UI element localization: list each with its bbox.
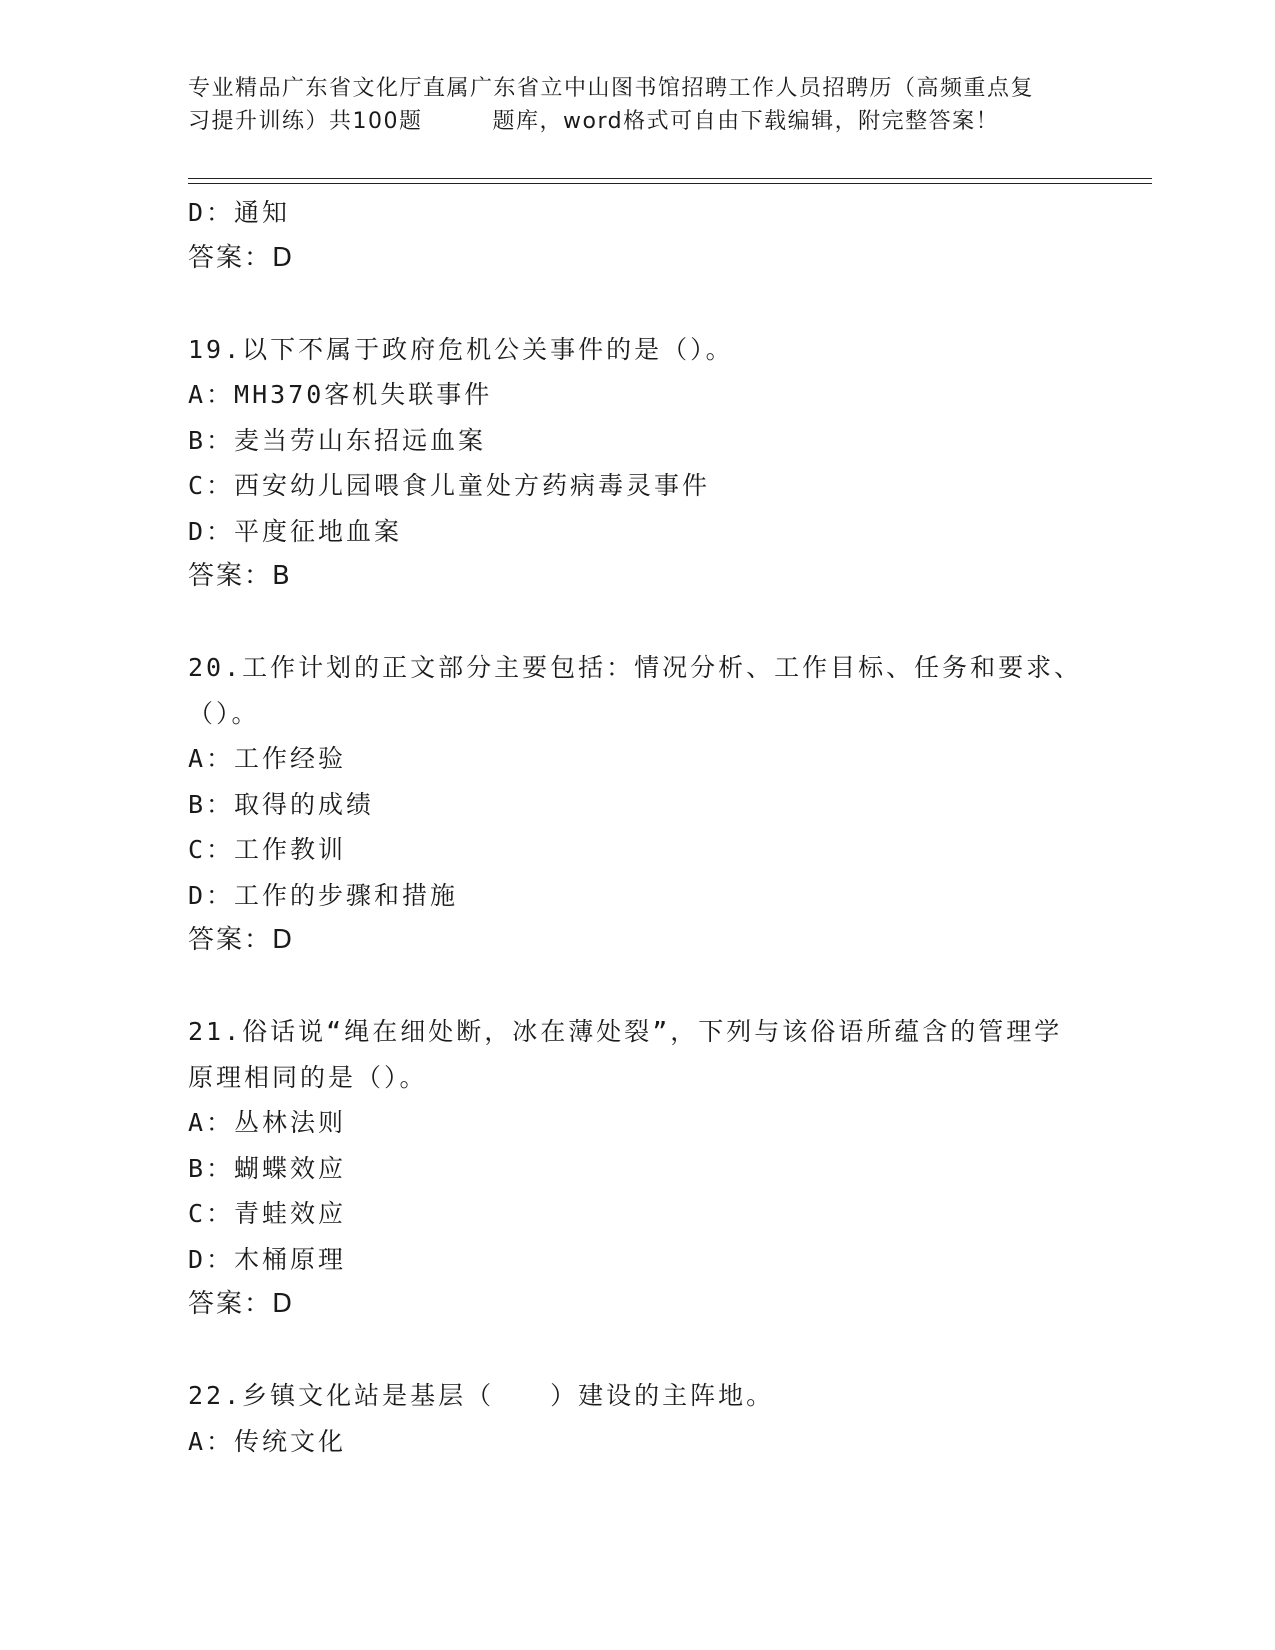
question-22 (188, 1373, 1088, 1464)
option-b: B：蝴蝶效应 (188, 1153, 347, 1183)
question-stem: 21.俗话说“绳在细处断，冰在薄处裂”，下列与该俗语所蕴含的管理学原理相同的是（）。 (188, 1017, 1063, 1092)
question-20 (188, 645, 1088, 964)
header-title-line-2-right: 题库，word格式可自由下载编辑，附完整答案！ (492, 109, 1000, 134)
question-stem: 19.以下不属于政府危机公关事件的是（）。 (188, 334, 734, 364)
question-21 (188, 1009, 1088, 1328)
option-a: A：MH370客机失联事件 (188, 380, 493, 409)
header-title-line-2-left: 习提升训练）共100题 (188, 109, 423, 134)
option-b: B：取得的成绩 (188, 789, 375, 819)
page-header (188, 72, 1088, 138)
option-d: D：通知 (188, 198, 291, 227)
question-stem: 22.乡镇文化站是基层（ ）建设的主阵地。 (188, 1381, 775, 1410)
option-b: B：麦当劳山东招远血案 (188, 425, 487, 455)
header-divider-top (188, 178, 1152, 179)
header-title-line-2 (188, 105, 1088, 138)
header-divider-bottom (188, 183, 1152, 184)
option-c: C：青蛙效应 (188, 1199, 347, 1228)
option-c: C：工作教训 (188, 835, 347, 864)
option-a: A：工作经验 (188, 744, 347, 773)
question-list (188, 190, 1088, 1464)
option-d: D：平度征地血案 (188, 516, 403, 546)
question-stem: 20.工作计划的正文部分主要包括：情况分析、工作目标、任务和要求、（）。 (188, 653, 1083, 728)
option-a: A：丛林法则 (188, 1108, 347, 1137)
question-19 (188, 327, 1088, 600)
option-d: D：木桶原理 (188, 1244, 347, 1274)
answer-line: 答案：D (188, 1289, 295, 1319)
option-d: D：工作的步骤和措施 (188, 880, 459, 910)
answer-line: 答案：D (188, 925, 295, 955)
answer-line: 答案：B (188, 561, 292, 591)
header-title-line-1: 专业精品广东省文化厅直属广东省立中山图书馆招聘工作人员招聘历（高频重点复 (188, 76, 1035, 101)
answer-line: 答案：D (188, 242, 295, 273)
prev-question-tail (188, 190, 1088, 281)
option-a: A：传统文化 (188, 1426, 347, 1456)
option-c: C：西安幼儿园喂食儿童处方药病毒灵事件 (188, 471, 711, 500)
